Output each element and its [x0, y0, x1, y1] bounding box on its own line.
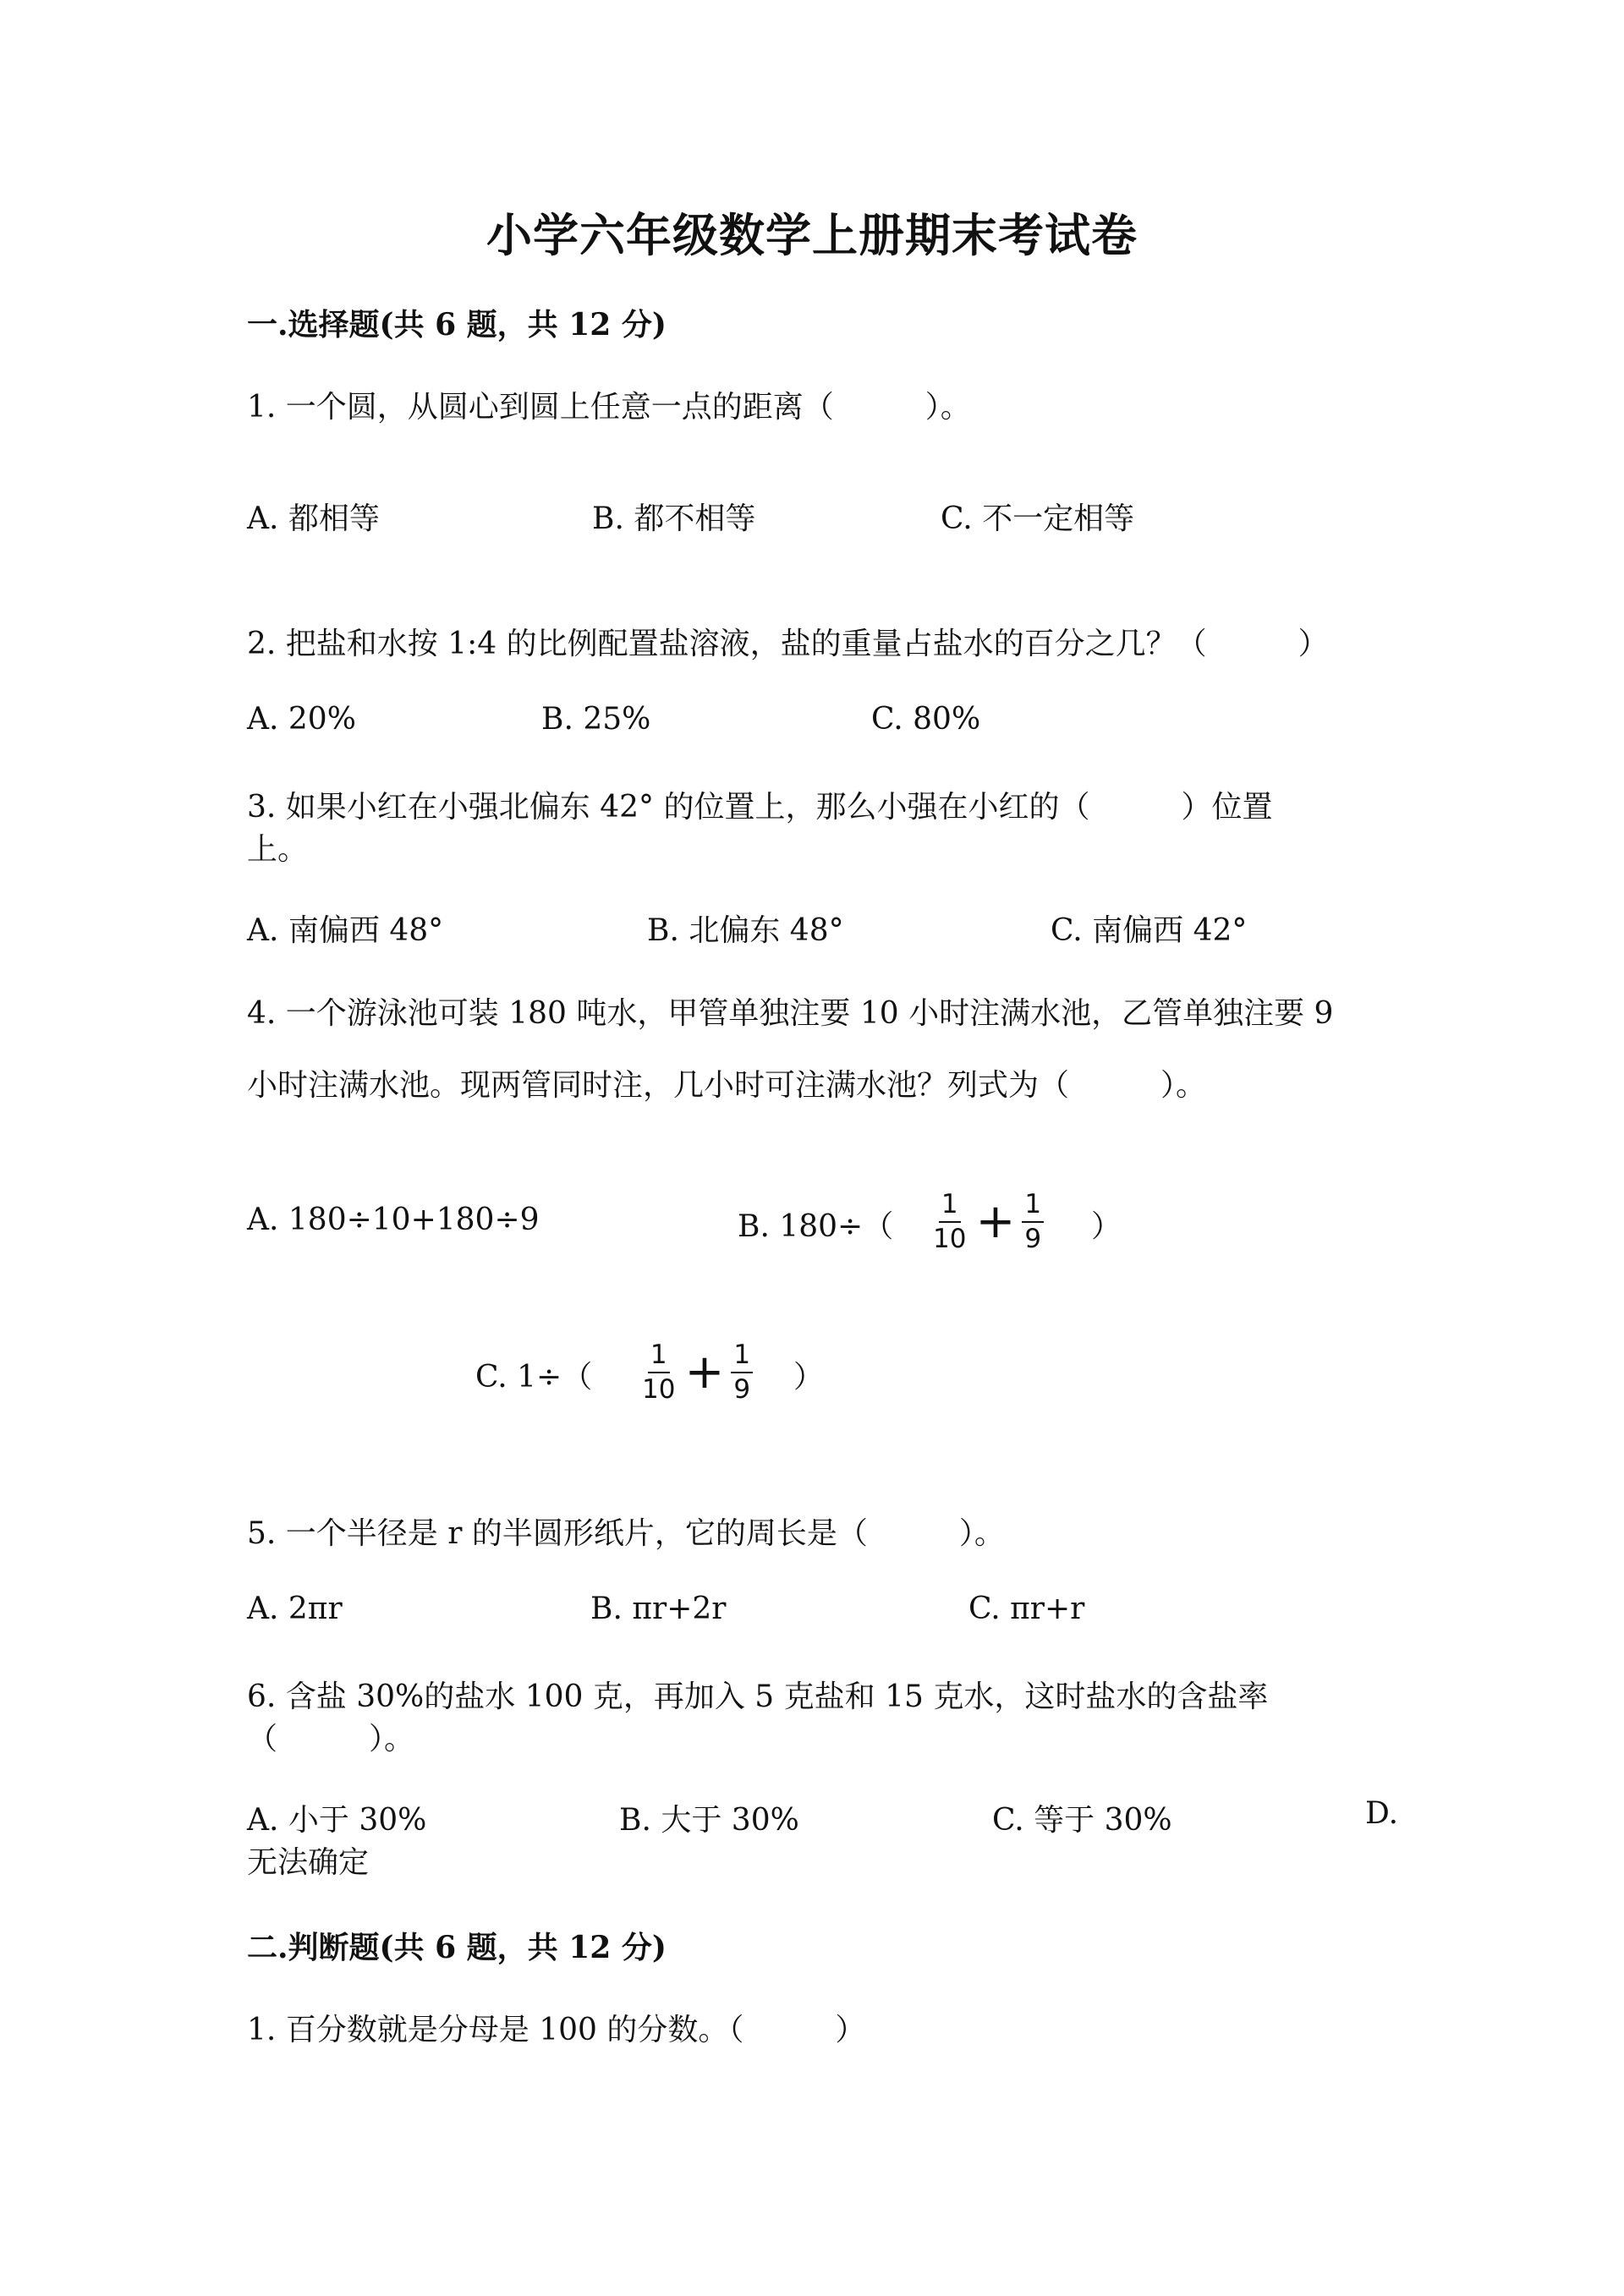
fraction [930, 1191, 968, 1252]
q4-option-c-fraction-expression [639, 1341, 753, 1403]
q2-option-b: B. 25% [541, 702, 651, 737]
plus-sign: + [684, 1344, 725, 1400]
q6-option-d-label: D. [1365, 1796, 1399, 1831]
fraction-numerator: 1 [939, 1191, 961, 1223]
question-6-line-2: （ ）。 [247, 1722, 415, 1756]
fraction-denominator: 10 [933, 1223, 967, 1254]
q6-option-c: C. 等于 30% [992, 1803, 1172, 1838]
question-4-line-2: 小时注满水池。现两管同时注，几小时可注满水池？列式为（ ）。 [247, 1068, 1207, 1103]
q5-option-c: C. πr+r [968, 1592, 1085, 1626]
fraction-numerator: 1 [731, 1341, 753, 1373]
q3-option-c: C. 南偏西 42° [1051, 913, 1248, 948]
fraction-denominator: 9 [1024, 1223, 1042, 1254]
fraction-numerator: 1 [648, 1341, 670, 1373]
fraction-denominator: 9 [733, 1373, 751, 1405]
judgment-question-1: 1. 百分数就是分母是 100 的分数。（ ） [247, 2013, 866, 2047]
q2-option-c: C. 80% [871, 702, 981, 737]
fraction-numerator: 1 [1022, 1191, 1044, 1223]
q1-option-c: C. 不一定相等 [941, 501, 1135, 536]
fraction [731, 1341, 753, 1403]
q6-option-d-text: 无法确定 [247, 1845, 370, 1880]
q6-option-b: B. 大于 30% [619, 1803, 799, 1838]
q1-option-a: A. 都相等 [247, 501, 380, 536]
q4-option-c-prefix: C. 1÷（ [475, 1360, 593, 1395]
question-2: 2. 把盐和水按 1:4 的比例配置盐溶液，盐的重量占盐水的百分之几？（ ） [247, 627, 1329, 661]
question-4-line-1: 4. 一个游泳池可装 180 吨水，甲管单独注要 10 小时注满水池，乙管单独注要 9 [247, 996, 1334, 1031]
question-1: 1. 一个圆，从圆心到圆上任意一点的距离（ ）。 [247, 390, 971, 425]
page-title: 小学六年级数学上册期末考试卷 [486, 208, 1138, 262]
section-heading-choice: 一.选择题(共 6 题，共 12 分) [247, 307, 667, 342]
question-3-line-2: 上。 [247, 832, 309, 867]
q2-option-a: A. 20% [247, 702, 356, 737]
q4-option-c-suffix: ） [793, 1360, 825, 1395]
question-3-line-1: 3. 如果小红在小强北偏东 42° 的位置上，那么小强在小红的（ ）位置 [247, 790, 1273, 825]
q4-option-b-prefix: B. 180÷（ [738, 1209, 894, 1244]
q4-option-b-suffix: ） [1091, 1209, 1122, 1244]
fraction [1022, 1191, 1044, 1252]
plus-sign: + [975, 1193, 1016, 1249]
q3-option-b: B. 北偏东 48° [647, 913, 844, 948]
q1-option-b: B. 都不相等 [592, 501, 756, 536]
section-heading-judgment: 二.判断题(共 6 题，共 12 分) [247, 1930, 667, 1965]
q4-option-a: A. 180÷10+180÷9 [247, 1203, 540, 1237]
q5-option-b: B. πr+2r [590, 1592, 727, 1626]
question-6-line-1: 6. 含盐 30%的盐水 100 克，再加入 5 克盐和 15 克水，这时盐水的含盐率 [247, 1680, 1269, 1714]
fraction-denominator: 10 [642, 1373, 676, 1405]
question-5: 5. 一个半径是 r 的半圆形纸片，它的周长是（ ）。 [247, 1516, 1005, 1551]
fraction [639, 1341, 678, 1403]
q5-option-a: A. 2πr [247, 1592, 343, 1626]
q6-option-a: A. 小于 30% [247, 1803, 427, 1838]
q3-option-a: A. 南偏西 48° [247, 913, 444, 948]
q4-option-b-fraction-expression [930, 1191, 1044, 1252]
